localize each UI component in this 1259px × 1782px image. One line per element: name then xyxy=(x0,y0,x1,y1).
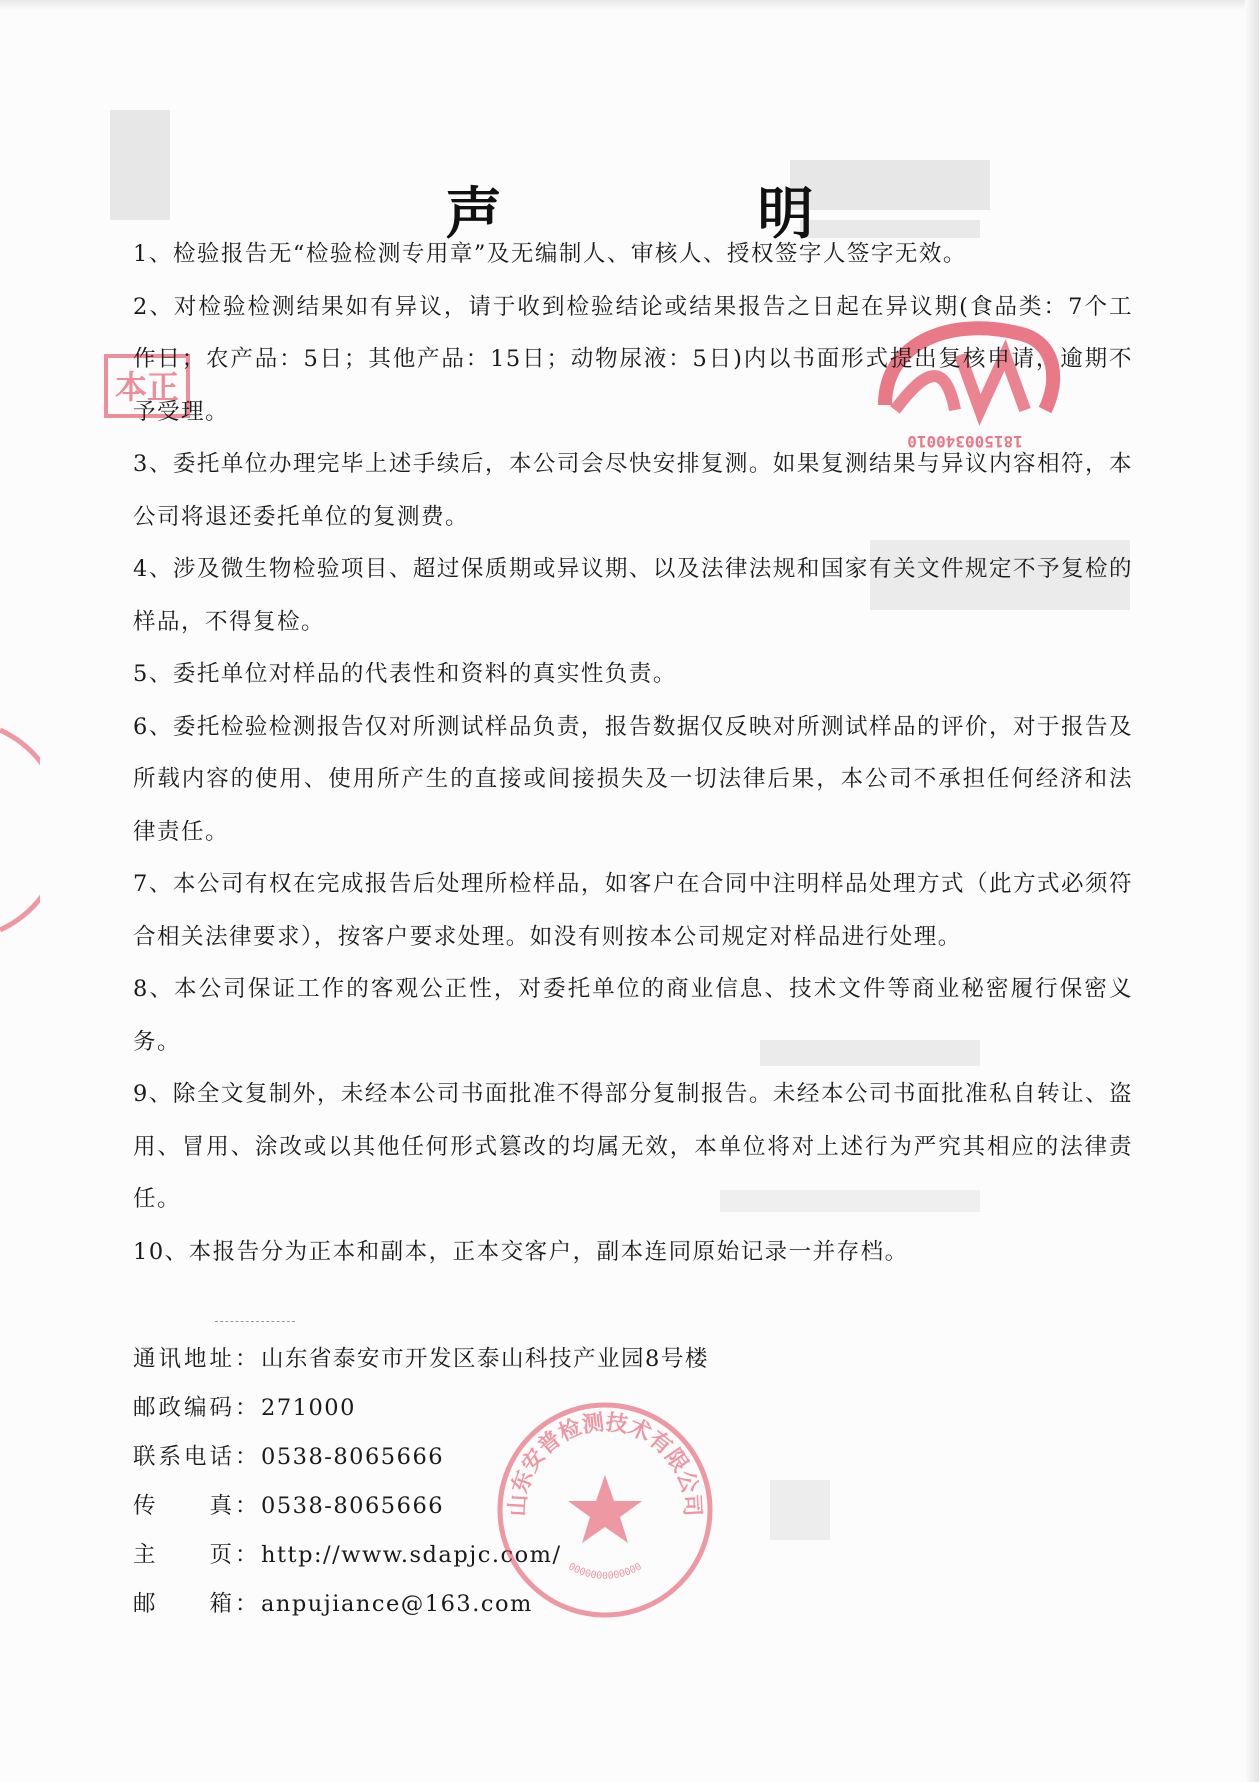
contact-postcode xyxy=(133,1384,709,1433)
homepage-link[interactable]: http://www.sdapjc.com/ xyxy=(261,1542,562,1568)
contact-label: 联系电话： xyxy=(133,1444,259,1470)
postcode-value: 271000 xyxy=(261,1395,356,1421)
phone-value: 0538-8065666 xyxy=(261,1444,445,1470)
email-link[interactable]: anpujiance@163.com xyxy=(261,1591,533,1617)
clause-item: 3、委托单位办理完毕上述手续后，本公司会尽快安排复测。如果复测结果与异议内容相符，本公司将退还委托单位的复测费。 xyxy=(133,451,1133,530)
clause-item: 5、委托单位对样品的代表性和资料的真实性负责。 xyxy=(133,661,677,687)
company-seal-text: 山东安普检测技术有限公司 xyxy=(504,1409,706,1518)
contact-label: 邮政编码： xyxy=(133,1395,259,1421)
address-value: 山东省泰安市开发区泰山科技产业园8号楼 xyxy=(261,1346,709,1372)
clause-item: 2、对检验检测结果如有异议，请于收到检验结论或结果报告之日起在异议期(食品类：7个工作日；农产品：5日；其他产品：15日；动物尿液：5日)内以书面形式提出复核申请，逾期不予受理。 xyxy=(133,293,1133,425)
contact-homepage xyxy=(133,1531,709,1580)
contact-email xyxy=(133,1580,709,1629)
contact-address xyxy=(133,1335,709,1384)
clause-item: 6、委托检验检测报告仅对所测试样品负责，报告数据仅反映对所测试样品的评价，对于报告及所载内容的使用、使用所产生的直接或间接损失及一切法律后果，本公司不承担任何经济和法律责任。 xyxy=(133,713,1133,845)
contact-label: 传 真： xyxy=(133,1493,259,1519)
left-edge-seal xyxy=(0,720,40,940)
clause-item: 9、除全文复制外，未经本公司书面批准不得部分复制报告。未经本公司书面批准私自转让、盗用、冒用、涂改或以其他任何形式篡改的均属无效，本单位将对上述行为严究其相应的法律责任。 xyxy=(133,1081,1133,1212)
divider xyxy=(215,1321,295,1322)
company-seal-code: 0000000000000 xyxy=(566,1561,644,1582)
contact-info xyxy=(133,1335,709,1629)
contact-label: 主 页： xyxy=(133,1542,259,1568)
scan-shadow-right xyxy=(1245,0,1259,1782)
scan-shadow-top xyxy=(0,0,1259,10)
cma-number: 181500340010 xyxy=(907,432,1023,451)
contact-label: 邮 箱： xyxy=(133,1591,259,1617)
copy-stamp-text: 本正 xyxy=(114,368,180,406)
clause-item: 1、检验报告无“检验检测专用章”及无编制人、审核人、授权签字人签字无效。 xyxy=(133,241,967,267)
contact-phone xyxy=(133,1433,709,1482)
clause-item: 8、本公司保证工作的客观公正性，对委托单位的商业信息、技术文件等商业秘密履行保密义务。 xyxy=(133,976,1133,1055)
document-title: 声 明 xyxy=(445,180,914,247)
fax-value: 0538-8065666 xyxy=(261,1493,445,1519)
contact-label: 通讯地址： xyxy=(133,1346,259,1372)
clause-item: 10、本报告分为正本和副本，正本交客户，副本连同原始记录一并存档。 xyxy=(133,1238,909,1265)
contact-fax xyxy=(133,1482,709,1531)
clause-item: 4、涉及微生物检验项目、超过保质期或异议期、以及法律法规和国家有关文件规定不予复检的样品，不得复检。 xyxy=(133,556,1133,635)
clauses-list xyxy=(133,228,1133,1278)
clause-item: 7、本公司有权在完成报告后处理所检样品，如客户在合同中注明样品处理方式（此方式必须符合相关法律要求），按客户要求处理。如没有则按本公司规定对样品进行处理。 xyxy=(133,871,1133,950)
